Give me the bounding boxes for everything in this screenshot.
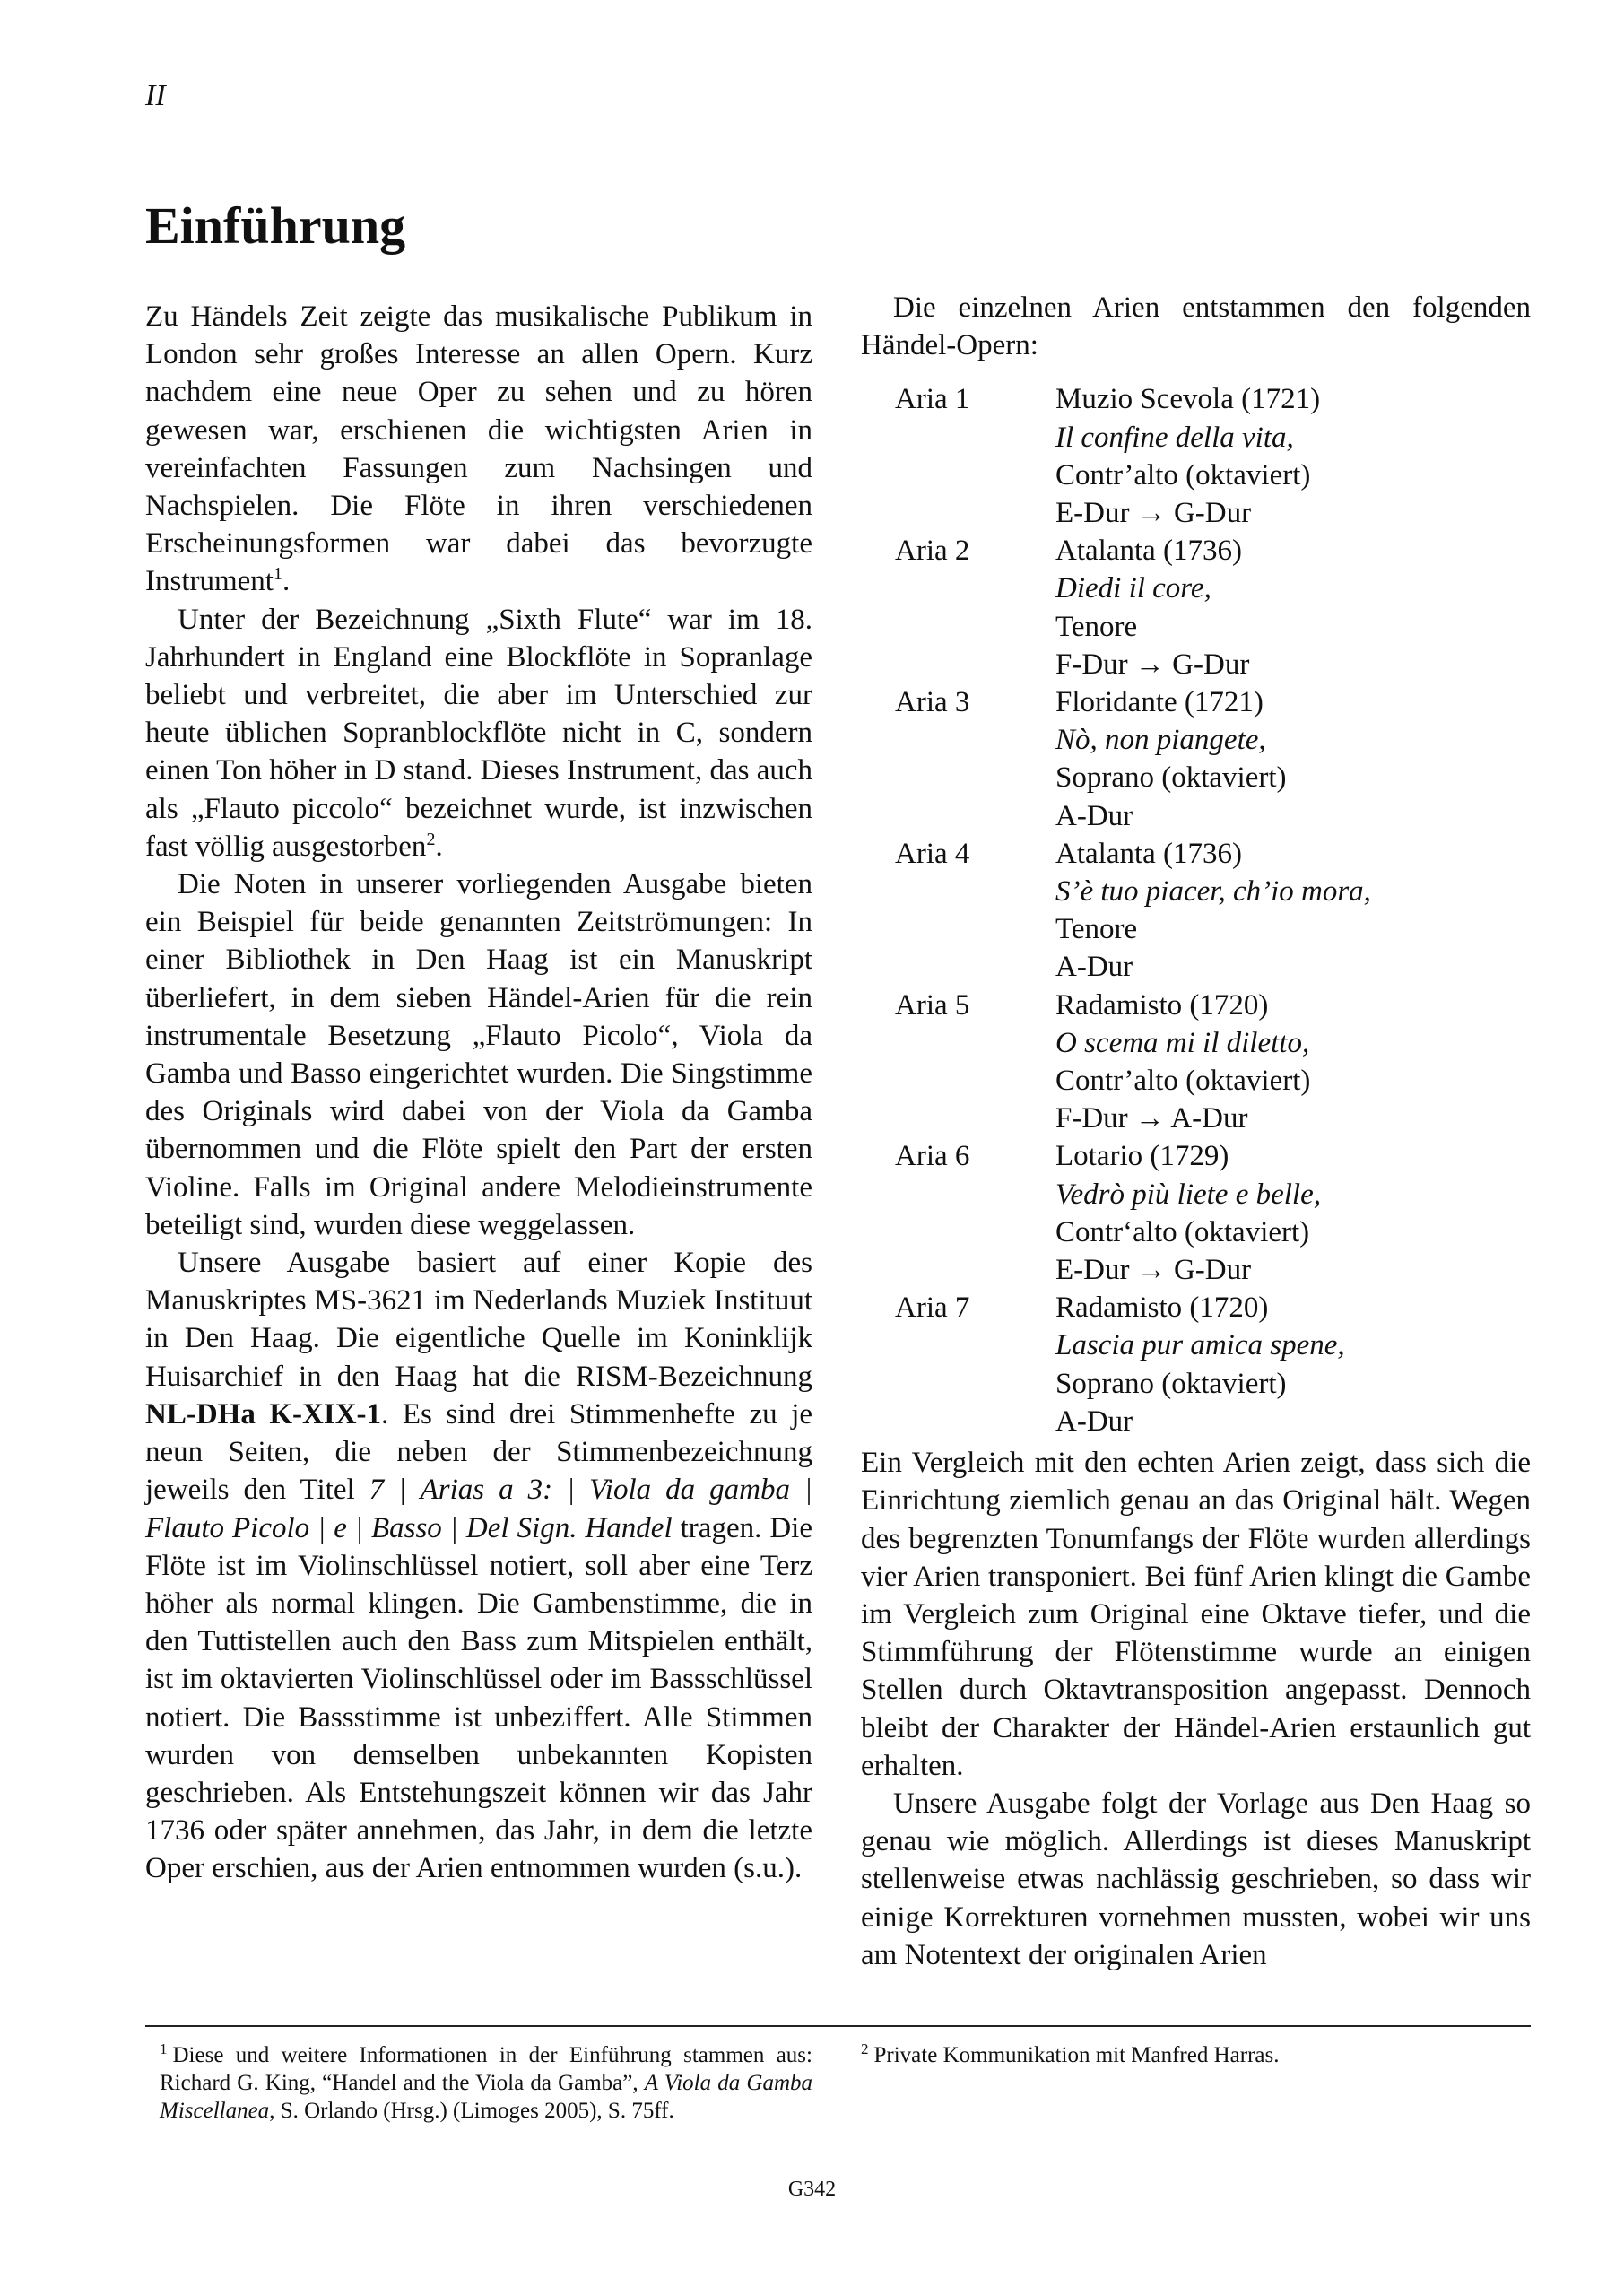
footnote-text-a: Private Kommunikation mit Manfred Harras. <box>873 2043 1280 2067</box>
aria-details <box>1055 835 1371 987</box>
list-item <box>895 1289 1531 1440</box>
aria-opera: Radamisto (1720) <box>1055 1292 1269 1325</box>
paragraph-text: . Es sind drei Stimmenhefte zu je neun Seiten, die neben der Stimmenbezeichnung jeweils den Titel <box>145 1397 813 1507</box>
page-number-top: II <box>145 79 166 112</box>
footnote-text-a: Diese und weitere Informationen in der Einführung stammen aus: Richard G. King, “Handel and the Viola da Gamba”, <box>160 2043 812 2095</box>
paragraph-intro <box>145 298 812 601</box>
aria-opera: Floridante (1721) <box>1055 686 1264 719</box>
aria-label: Aria 1 <box>895 383 970 416</box>
aria-label: Aria 4 <box>895 837 970 870</box>
aria-title: Vedrò più liete e belle, <box>1055 1178 1321 1211</box>
aria-label: Aria 7 <box>895 1292 970 1325</box>
aria-title: Nò, non piangete, <box>1055 724 1266 757</box>
aria-opera: Atalanta (1736) <box>1055 535 1243 568</box>
aria-details <box>1055 380 1320 532</box>
aria-voice: Contr‘alto (oktaviert) <box>1055 1215 1310 1248</box>
aria-voice: Soprano (oktaviert) <box>1055 1367 1287 1400</box>
aria-list <box>895 380 1531 1440</box>
paragraph-sixth-flute <box>145 601 812 865</box>
aria-key: E-Dur → G-Dur <box>1055 497 1252 530</box>
footnote-1 <box>145 2041 812 2125</box>
aria-opera: Muzio Scevola (1721) <box>1055 383 1321 416</box>
right-column <box>861 289 1531 1974</box>
aria-label: Aria 6 <box>895 1140 970 1173</box>
paragraph-arias-intro: Die einzelnen Arien entstammen den folgenden Händel-Opern: <box>861 291 1531 362</box>
paragraph-text: Unsere Ausgabe basiert auf einer Kopie des Manuskriptes MS-3621 im Nederlands Muziek Instituut in Den Haag. Die eigentliche Quelle im Koninklijk Huisarchief in den Haag hat die RISM-Bezeichnung <box>145 1247 812 1393</box>
aria-key: A-Dur <box>1055 799 1133 832</box>
paragraph-manuscript: Die Noten in unserer vorliegenden Ausgabe bieten ein Beispiel für beide genannten Zeitströmungen: In einer Bibliothek in Den Haag ist ein Manuskript überliefert, in dem sieben Händel-Arien für die rein instrumentale Besetzung „Flauto Picolo“, Viola da Gamba und Basso eingerichtet wurden. Die Singstimme des Originals wird dabei von der Viola da Gamba übernommen und die Flöte spielt den Part der ersten Violine. Falls im Original andere Melodieinstrumente beteiligt sind, wurden diese weggelassen. <box>145 868 812 1241</box>
aria-key: A-Dur <box>1055 1405 1133 1438</box>
aria-key: F-Dur → G-Dur <box>1055 648 1250 681</box>
aria-label: Aria 2 <box>895 535 970 568</box>
paragraph-edition: Unsere Ausgabe folgt der Vorlage aus Den Haag so genau wie möglich. Allerdings ist dieses Manuskript stellenweise etwas nachlässig geschrieben, so dass wir einige Korrekturen vornehmen mussten, wobei wir uns am Notentext der originalen Arien <box>861 1787 1531 1971</box>
aria-details <box>1055 1289 1345 1440</box>
aria-key: F-Dur → A-Dur <box>1055 1102 1248 1135</box>
footnote-text-b: , S. Orlando (Hrsg.) (Limoges 2005), S. 75ff. <box>269 2099 674 2123</box>
footnote-ref-2[interactable]: 2 <box>426 829 436 849</box>
aria-opera: Radamisto (1720) <box>1055 988 1269 1022</box>
aria-key: E-Dur → G-Dur <box>1055 1254 1252 1287</box>
aria-title: Il confine della vita, <box>1055 421 1294 454</box>
footnote-2 <box>861 2041 1531 2069</box>
page-number-bottom: G342 <box>787 2178 837 2201</box>
manuscript-title: 7 | Arias a 3: | Viola da gamba | Flauto Picolo | e | Basso | Del Sign. Handel <box>145 1474 812 1544</box>
list-item <box>895 835 1531 987</box>
aria-key: A-Dur <box>1055 951 1133 984</box>
aria-details <box>1055 683 1287 835</box>
list-item <box>895 987 1531 1138</box>
list-item <box>895 532 1531 683</box>
footnote-number: 2 <box>861 2039 869 2057</box>
aria-voice: Tenore <box>1055 913 1138 946</box>
paragraph-text: Zu Händels Zeit zeigte das musikalische Publikum in London sehr großes Interesse an allen Opern. Kurz nachdem eine neue Oper zu sehen und zu hören gewesen war, erschienen die wichtigsten Arien in vereinfachten Fassungen zum Nachsingen und Nachspielen. Die Flöte in ihren verschiedenen Erscheinungsformen war dabei das bevorzugte Instrument <box>145 300 812 598</box>
aria-voice: Contr’alto (oktaviert) <box>1055 458 1311 491</box>
aria-opera: Lotario (1729) <box>1055 1140 1229 1173</box>
aria-label: Aria 5 <box>895 988 970 1022</box>
aria-title: Lascia pur amica spene, <box>1055 1329 1345 1362</box>
footnote-text <box>145 2041 812 2125</box>
paragraph-text: tragen. Die Flöte ist im Violinschlüssel notiert, soll aber eine Terz höher als normal klingen. Die Gambenstimme, die in den Tuttistellen auch den Bass zum Mitspielen enthält, ist im oktavierten Violinschlüssel oder im Bassschlüssel notiert. Die Bassstimme ist unbeziffert. Alle Stimmen wurden von demselben unbekannten Kopisten geschrieben. Als Entstehungszeit können wir das Jahr 1736 oder später annehmen, das Jahr, in dem die letzte Oper erschien, aus der Arien entnommen wurden (s.u.). <box>145 1511 812 1885</box>
aria-opera: Atalanta (1736) <box>1055 837 1243 870</box>
paragraph-text: Unter der Bezeichnung „Sixth Flute“ war im 18. Jahrhundert in England eine Blockflöte in Sopranlage beliebt und verbreitet, die aber im Unterschied zur heute üblichen Sopranblockflöte nicht in C, sondern einen Ton höher in D stand. Dieses Instrument, das auch als „Flauto piccolo“ bezeichnet wurde, ist inzwischen fast völlig ausgestorben <box>145 603 812 863</box>
footnote-ref-1[interactable]: 1 <box>273 564 282 585</box>
rism-siglum: NL-DHa K-XIX-1 <box>145 1397 382 1431</box>
left-column <box>145 298 812 1888</box>
aria-details <box>1055 532 1249 683</box>
list-item <box>895 683 1531 835</box>
paragraph-source <box>145 1244 812 1887</box>
footnote-number: 1 <box>160 2039 168 2057</box>
aria-label: Aria 3 <box>895 686 970 719</box>
paragraph-text: . <box>282 565 291 598</box>
paragraph-text: . <box>435 830 443 863</box>
footnote-text <box>861 2041 1531 2069</box>
aria-title: S’è tuo piacer, ch’io mora, <box>1055 875 1371 909</box>
aria-voice: Soprano (oktaviert) <box>1055 761 1287 795</box>
page-title: Einführung <box>145 196 406 255</box>
list-item <box>895 1137 1531 1289</box>
aria-title: O scema mi il diletto, <box>1055 1026 1310 1059</box>
aria-voice: Tenore <box>1055 610 1138 643</box>
aria-details <box>1055 1137 1321 1289</box>
aria-details <box>1055 987 1310 1138</box>
footnote-divider <box>145 2025 1531 2027</box>
aria-title: Diedi il core, <box>1055 572 1211 605</box>
aria-voice: Contr’alto (oktaviert) <box>1055 1065 1311 1098</box>
footnote-italic-title: A Viola da Gamba Miscellanea <box>160 2071 813 2123</box>
list-item <box>895 380 1531 532</box>
paragraph-comparison: Ein Vergleich mit den echten Arien zeigt, dass sich die Einrichtung ziemlich genau an das Original hält. Wegen des begrenzten Tonumfangs der Flöte wurden allerdings vier Arien transponiert. Bei fünf Arien klingt die Gambe im Vergleich zum Original eine Oktave tiefer, und die Stimmführung der Flötenstimme wurde an einigen Stellen durch Oktavtransposition angepasst. Dennoch bleibt der Charakter der Händel-Arien erstaunlich gut erhalten. <box>861 1447 1531 1782</box>
